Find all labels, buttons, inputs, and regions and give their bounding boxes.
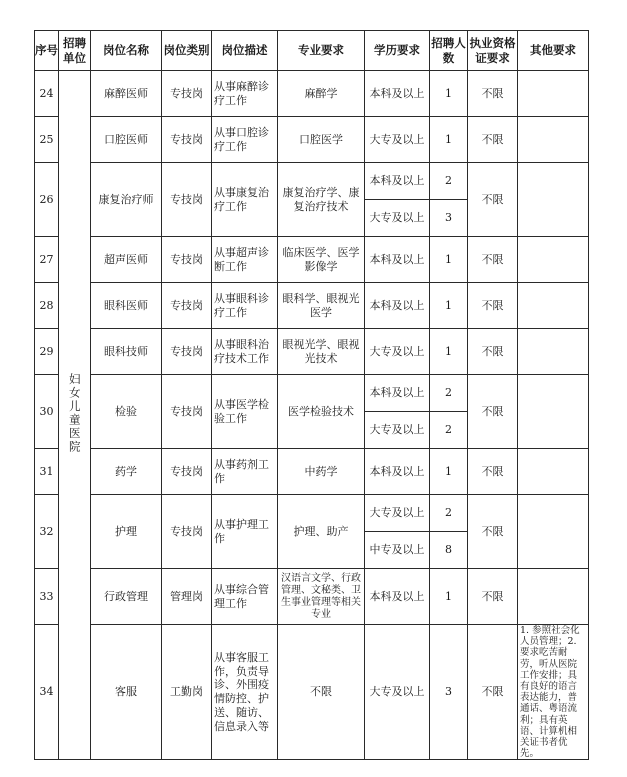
table-row (35, 71, 589, 117)
unit-cell (59, 71, 91, 760)
row-edu: 大专及以上 (365, 329, 430, 375)
table-row (35, 329, 589, 375)
row-major: 麻醉学 (278, 71, 365, 117)
row-type: 专技岗 (162, 329, 212, 375)
row-count: 2 (430, 163, 468, 200)
row-desc: 从事麻醉诊疗工作 (212, 71, 278, 117)
row-count: 1 (430, 283, 468, 329)
row-seq: 28 (35, 283, 59, 329)
header-position: 岗位名称 (91, 31, 162, 71)
row-license: 不限 (468, 569, 518, 625)
header-seq: 序号 (35, 31, 59, 71)
header-major: 专业要求 (278, 31, 365, 71)
unit-name: 妇女儿童医院 (67, 372, 82, 454)
row-type: 专技岗 (162, 375, 212, 449)
row-count: 3 (430, 625, 468, 760)
row-other (518, 569, 589, 625)
table-row (35, 449, 589, 495)
row-edu: 大专及以上 (365, 495, 430, 532)
row-desc: 从事综合管理工作 (212, 569, 278, 625)
row-desc: 从事护理工作 (212, 495, 278, 569)
header-unit: 招聘单位 (59, 31, 91, 71)
row-major: 康复治疗学、康复治疗技术 (278, 163, 365, 237)
row-position: 康复治疗师 (91, 163, 162, 237)
row-other (518, 163, 589, 237)
row-desc: 从事口腔诊疗工作 (212, 117, 278, 163)
row-desc: 从事眼科诊疗工作 (212, 283, 278, 329)
row-edu: 大专及以上 (365, 412, 430, 449)
row-position: 口腔医师 (91, 117, 162, 163)
row-license: 不限 (468, 329, 518, 375)
row-position: 药学 (91, 449, 162, 495)
row-count: 1 (430, 117, 468, 163)
row-position: 眼科医师 (91, 283, 162, 329)
row-edu: 大专及以上 (365, 117, 430, 163)
recruitment-table-sheet (34, 30, 589, 760)
row-type: 管理岗 (162, 569, 212, 625)
row-position: 眼科技师 (91, 329, 162, 375)
row-seq: 29 (35, 329, 59, 375)
row-type: 专技岗 (162, 495, 212, 569)
row-other (518, 375, 589, 449)
header-row (35, 31, 589, 71)
table-row (35, 495, 589, 532)
row-count: 1 (430, 449, 468, 495)
row-position: 超声医师 (91, 237, 162, 283)
table-row (35, 283, 589, 329)
row-seq: 32 (35, 495, 59, 569)
row-position: 护理 (91, 495, 162, 569)
row-count: 3 (430, 200, 468, 237)
row-position: 客服 (91, 625, 162, 760)
row-seq: 33 (35, 569, 59, 625)
row-license: 不限 (468, 375, 518, 449)
row-position: 麻醉医师 (91, 71, 162, 117)
row-license: 不限 (468, 71, 518, 117)
row-count: 1 (430, 71, 468, 117)
row-edu: 本科及以上 (365, 283, 430, 329)
row-desc: 从事眼科治疗技术工作 (212, 329, 278, 375)
row-count: 8 (430, 532, 468, 569)
row-seq: 25 (35, 117, 59, 163)
row-license: 不限 (468, 283, 518, 329)
row-major: 临床医学、医学影像学 (278, 237, 365, 283)
table-row (35, 163, 589, 200)
row-license: 不限 (468, 237, 518, 283)
row-position: 行政管理 (91, 569, 162, 625)
row-count: 2 (430, 375, 468, 412)
row-desc: 从事超声诊断工作 (212, 237, 278, 283)
row-major: 护理、助产 (278, 495, 365, 569)
row-type: 专技岗 (162, 237, 212, 283)
row-other (518, 71, 589, 117)
row-major: 不限 (278, 625, 365, 760)
row-license: 不限 (468, 117, 518, 163)
row-other (518, 329, 589, 375)
row-major: 口腔医学 (278, 117, 365, 163)
row-type: 专技岗 (162, 163, 212, 237)
row-other (518, 117, 589, 163)
row-edu: 本科及以上 (365, 375, 430, 412)
row-seq: 31 (35, 449, 59, 495)
row-type: 工勤岗 (162, 625, 212, 760)
row-license: 不限 (468, 163, 518, 237)
header-desc: 岗位描述 (212, 31, 278, 71)
row-desc: 从事药剂工作 (212, 449, 278, 495)
row-desc: 从事客服工作，负责导诊、外围疫情防控、护送、随访、信息录入等 (212, 625, 278, 760)
row-edu: 本科及以上 (365, 569, 430, 625)
row-other (518, 237, 589, 283)
row-edu: 中专及以上 (365, 532, 430, 569)
row-seq: 34 (35, 625, 59, 760)
row-type: 专技岗 (162, 449, 212, 495)
row-other (518, 449, 589, 495)
row-edu: 大专及以上 (365, 200, 430, 237)
row-major: 汉语言文学、行政管理、文秘类、卫生事业管理等相关专业 (278, 569, 365, 625)
table-row (35, 375, 589, 412)
row-seq: 27 (35, 237, 59, 283)
header-other: 其他要求 (518, 31, 589, 71)
row-position: 检验 (91, 375, 162, 449)
header-count: 招聘人数 (430, 31, 468, 71)
table-row (35, 117, 589, 163)
row-type: 专技岗 (162, 71, 212, 117)
row-edu: 大专及以上 (365, 625, 430, 760)
row-count: 1 (430, 237, 468, 283)
row-edu: 本科及以上 (365, 163, 430, 200)
recruitment-table (34, 30, 589, 760)
row-other (518, 283, 589, 329)
row-seq: 30 (35, 375, 59, 449)
row-edu: 本科及以上 (365, 449, 430, 495)
row-other: 1. 参照社会化人员管理；2. 要求吃苦耐劳，听从医院工作安排；具有良好的语言表达能力，普通话、粤语流利；具有英语、计算机相关证书者优先。 (518, 625, 589, 760)
row-license: 不限 (468, 449, 518, 495)
row-major: 眼视光学、眼视光技术 (278, 329, 365, 375)
row-other (518, 495, 589, 569)
row-type: 专技岗 (162, 283, 212, 329)
row-edu: 本科及以上 (365, 71, 430, 117)
row-major: 眼科学、眼视光医学 (278, 283, 365, 329)
row-major: 中药学 (278, 449, 365, 495)
row-license: 不限 (468, 495, 518, 569)
row-desc: 从事康复治疗工作 (212, 163, 278, 237)
table-row (35, 625, 589, 760)
row-desc: 从事医学检验工作 (212, 375, 278, 449)
row-type: 专技岗 (162, 117, 212, 163)
row-count: 2 (430, 495, 468, 532)
row-count: 1 (430, 329, 468, 375)
row-edu: 本科及以上 (365, 237, 430, 283)
row-major: 医学检验技术 (278, 375, 365, 449)
header-type: 岗位类别 (162, 31, 212, 71)
row-count: 2 (430, 412, 468, 449)
header-license: 执业资格证要求 (468, 31, 518, 71)
row-seq: 26 (35, 163, 59, 237)
row-count: 1 (430, 569, 468, 625)
table-row (35, 237, 589, 283)
row-seq: 24 (35, 71, 59, 117)
row-license: 不限 (468, 625, 518, 760)
table-row (35, 569, 589, 625)
header-edu: 学历要求 (365, 31, 430, 71)
